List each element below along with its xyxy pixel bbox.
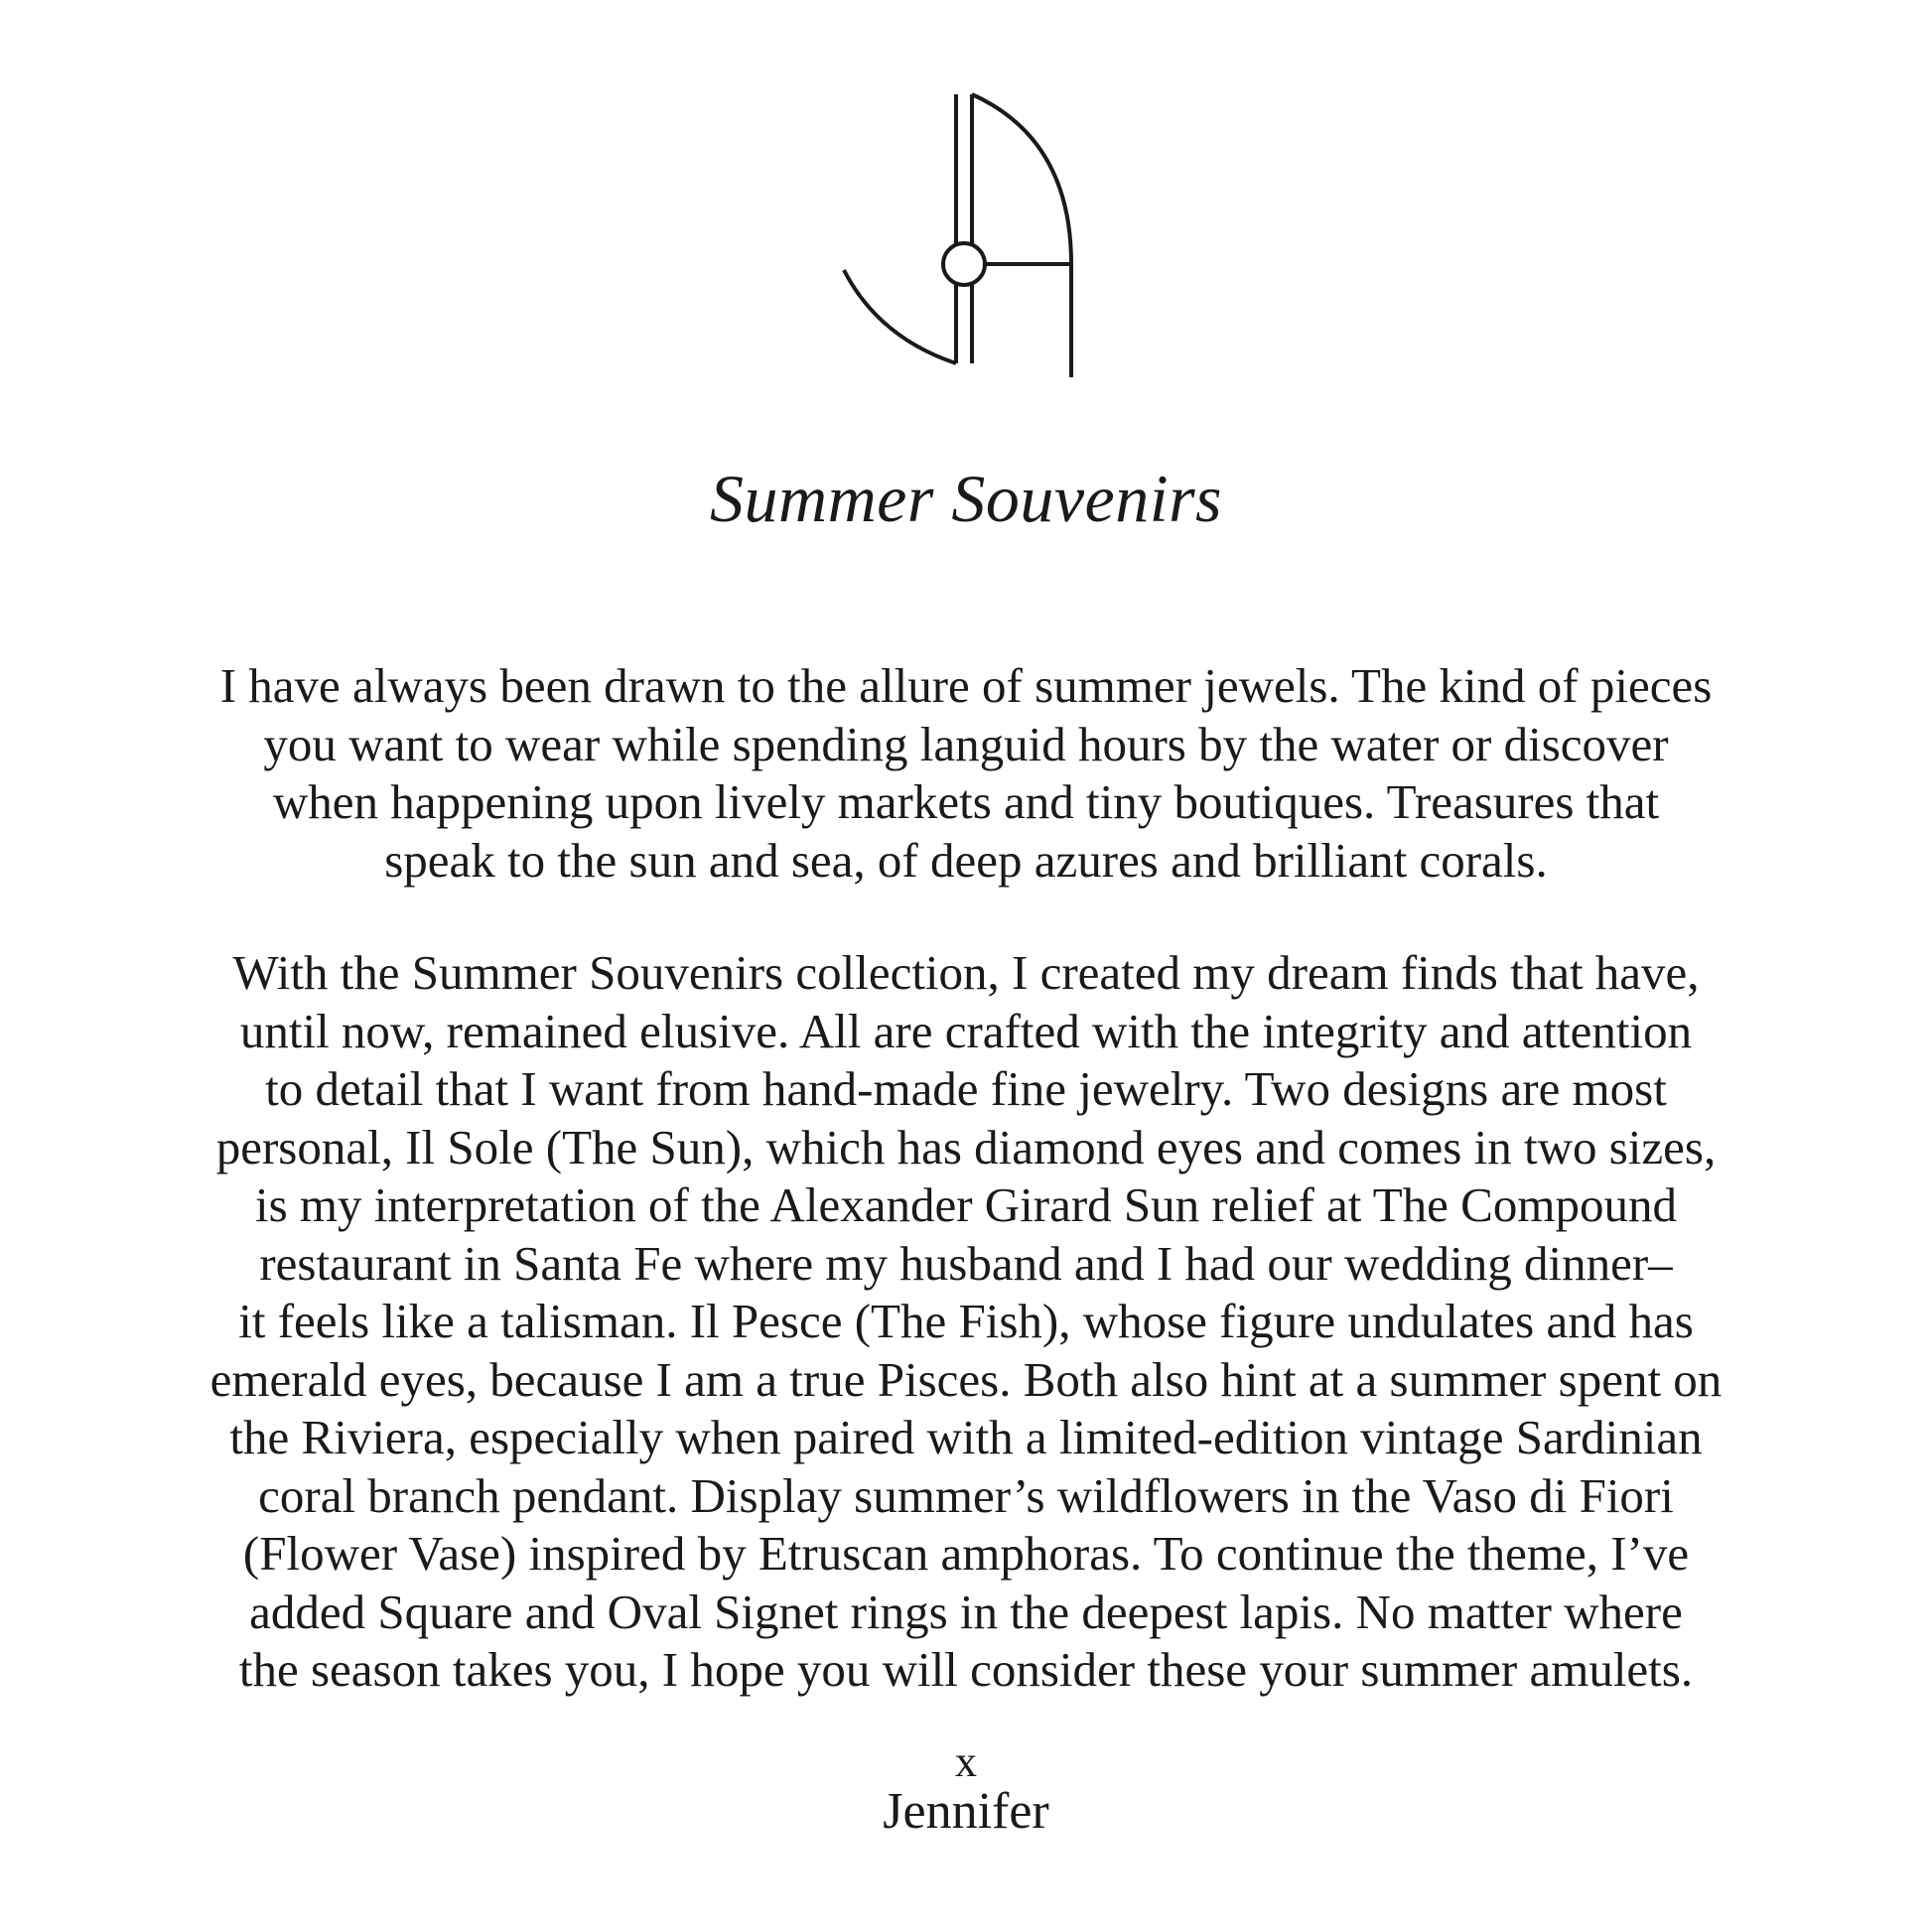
page-title: Summer Souvenirs [709,461,1223,536]
paragraph-line: the season takes you, I hope you will consider these your summer amulets. [238,1642,1694,1697]
paragraph-line: the Riviera, especially when paired with a limited-edition vintage Sardinian [229,1410,1703,1464]
paragraph-line: speak to the sun and sea, of deep azures and brilliant corals. [384,832,1548,888]
paragraph-line: personal, Il Sole (The Sun), which has diamond eyes and comes in two sizes, [215,1119,1717,1174]
intro-paragraph [99,657,1833,890]
paragraph-line: to detail that I want from hand-made fine jewelry. Two designs are most [265,1061,1667,1116]
ja-monogram-icon [839,89,1107,377]
paragraph-line: it feels like a talisman. Il Pesce (The Fish), whose figure undulates and has [238,1294,1694,1348]
paragraph-line: emerald eyes, because I am a true Pisces. Both also hint at a summer spent on [209,1351,1723,1407]
paragraph-line: coral branch pendant. Display summer’s wildflowers in the Vaso di Fiori [258,1467,1674,1523]
paragraph-line: is my interpretation of the Alexander Girard Sun relief at The Compound [255,1177,1677,1232]
signoff-kiss: x [955,1737,977,1786]
paragraph-line: when happening upon lively markets and tiny boutiques. Treasures that [272,774,1660,829]
paragraph-line: added Square and Oval Signet rings in the deepest lapis. No matter where [249,1584,1683,1639]
paragraph-line: I have always been drawn to the allure of summer jewels. The kind of pieces [219,658,1713,713]
paragraph-line: restaurant in Santa Fe where my husband and I had our wedding dinner– [259,1235,1673,1291]
collection-paragraph [99,944,1833,1700]
paragraph-line: you want to wear while spending languid hours by the water or discover [263,716,1669,771]
paragraph-line: until now, remained elusive. All are crafted with the integrity and attention [239,1003,1693,1058]
paragraph-line: With the Summer Souvenirs collection, I created my dream finds that have, [232,945,1700,1000]
signoff-name: Jennifer [883,1783,1049,1840]
paragraph-line: (Flower Vase) inspired by Etruscan amphoras. To continue the theme, I’ve [242,1526,1690,1581]
